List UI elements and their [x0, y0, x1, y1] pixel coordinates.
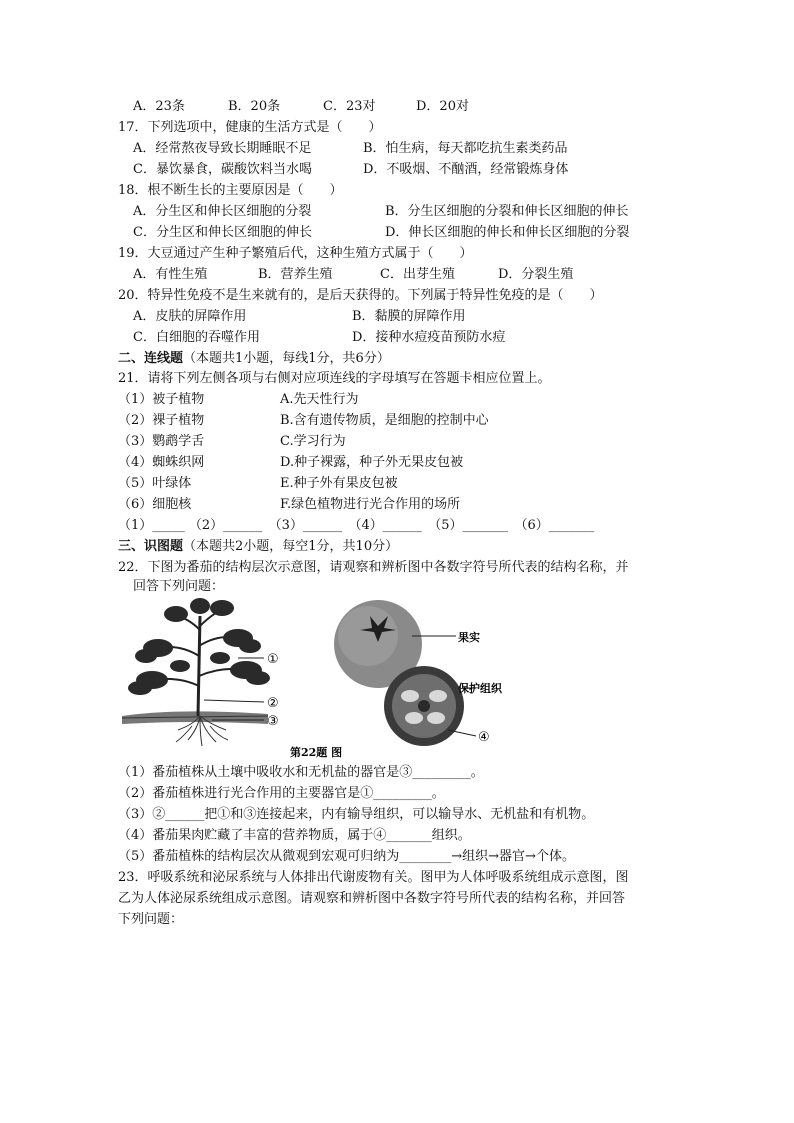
q16-option-c: C．23对 [323, 99, 376, 114]
tomato-structure-figure [118, 596, 538, 760]
figure-label-1: ① [267, 652, 279, 667]
q20-option-c: C．白细胞的吞噬作用 [133, 330, 260, 345]
section-2-title: 二、连线题 [118, 351, 184, 366]
section-3-note: （本题共2小题，每空1分，共10分） [183, 539, 399, 554]
q16-option-a: A．23条 [133, 99, 185, 114]
q20-stem: 20．特异性免疫不是生来就有的，是后天获得的。下列属于特异性免疫的是（ ） [118, 288, 603, 303]
q19-option-d: D．分裂生殖 [498, 267, 574, 282]
q21-left-3: （3）鹦鹉学舌 [118, 434, 205, 449]
q18-option-b: B．分生区细胞的分裂和伸长区细胞的伸长 [385, 204, 629, 219]
figure-label-2: ② [267, 696, 279, 711]
section-2-note: （本题共1小题，每线1分，共6分） [183, 351, 390, 366]
q17-option-a: A．经常熬夜导致长期睡眠不足 [133, 141, 312, 156]
section-3-heading [118, 538, 398, 556]
section-2-heading [118, 350, 390, 368]
q16-option-d: D．20对 [416, 99, 469, 114]
q21-right-e: E.种子外有果皮包被 [280, 476, 398, 491]
q16-option-b: B．20条 [228, 99, 281, 114]
q23-stem-line-1: 23．呼吸系统和泌尿系统与人体排出代谢废物有关。图甲为人体呼吸系统组成示意图，图 [118, 870, 629, 885]
q18-option-a: A．分生区和伸长区细胞的分裂 [133, 204, 312, 219]
q21-left-2: （2）裸子植物 [118, 413, 205, 428]
q17-option-c: C．暴饮暴食，碳酸饮料当水喝 [133, 162, 312, 177]
q21-right-a: A.先天性行为 [280, 392, 359, 407]
q22-item-5: （5）番茄植株的结构层次从微观到宏观可归纳为________→组织→器官→个体。 [118, 849, 575, 864]
q20-option-b: B．黏膜的屏障作用 [352, 309, 466, 324]
q17-option-b: B．怕生病，每天都吃抗生素类药品 [363, 141, 568, 156]
q21-right-c: C.学习行为 [280, 434, 346, 449]
q21-answer-blanks: （1）_____ （2）______ （3）______ （4）______ （5）_______ （6）_______ [118, 518, 595, 533]
q17-stem: 17．下列选项中，健康的生活方式是（ ） [118, 120, 382, 135]
q17-option-d: D．不吸烟、不酗酒，经常锻炼身体 [363, 162, 569, 177]
q21-left-1: （1）被子植物 [118, 392, 205, 407]
figure-label-3: ③ [267, 714, 279, 729]
q20-option-a: A．皮肤的屏障作用 [133, 309, 247, 324]
q22-item-3: （3）②______把①和③连接起来，内有输导组织，可以输导水、无机盐和有机物。 [118, 807, 595, 822]
q22-item-4: （4）番茄果肉贮藏了丰富的营养物质，属于④_______组织。 [118, 828, 471, 843]
figure-caption: 第22题 图 [290, 746, 343, 759]
q20-option-d: D．接种水痘疫苗预防水痘 [352, 330, 506, 345]
q19-option-a: A．有性生殖 [133, 267, 208, 282]
figure-label-4: ④ [478, 730, 490, 745]
q21-right-f: F.绿色植物进行光合作用的场所 [280, 497, 461, 512]
q19-option-b: B．营养生殖 [258, 267, 333, 282]
q18-option-d: D．伸长区细胞的伸长和伸长区细胞的分裂 [385, 225, 630, 240]
q18-option-c: C．分生区和伸长区细胞的伸长 [133, 225, 312, 240]
q22-stem-line-2: 回答下列问题： [133, 579, 225, 594]
q22-item-1: （1）番茄植株从土壤中吸收水和无机盐的器官是③_________。 [118, 765, 484, 780]
tomato-cross-section-illustration [384, 666, 476, 746]
q23-stem-line-2: 乙为人体泌尿系统组成示意图。请观察和辨析图中各数字符号所代表的结构名称，并回答 [118, 891, 626, 906]
tomato-plant-illustration [122, 598, 270, 746]
q21-stem: 21．请将下列左侧各项与右侧对应项连线的字母填写在答题卡相应位置上。 [118, 371, 551, 386]
q21-right-d: D.种子裸露，种子外无果皮包被 [280, 455, 464, 470]
q18-stem: 18．根不断生长的主要原因是（ ） [118, 183, 343, 198]
q21-right-b: B.含有遗传物质，是细胞的控制中心 [280, 413, 489, 428]
q21-left-4: （4）蜘蛛织网 [118, 455, 205, 470]
section-3-title: 三、识图题 [118, 539, 184, 554]
q22-stem-line-1: 22．下图为番茄的结构层次示意图，请观察和辨析图中各数字符号所代表的结构名称，并 [118, 560, 629, 575]
q19-stem: 19．大豆通过产生种子繁殖后代，这种生殖方式属于（ ） [118, 246, 473, 261]
q21-left-6: （6）细胞核 [118, 497, 192, 512]
q21-left-5: （5）叶绿体 [118, 476, 192, 491]
figure-label-fruit: 果实 [458, 631, 480, 644]
q22-item-2: （2）番茄植株进行光合作用的主要器官是①_________。 [118, 786, 445, 801]
q19-option-c: C．出芽生殖 [380, 267, 455, 282]
figure-label-protective-tissue: 保护组织 [458, 682, 502, 695]
q23-stem-line-3: 下列问题： [118, 912, 184, 927]
